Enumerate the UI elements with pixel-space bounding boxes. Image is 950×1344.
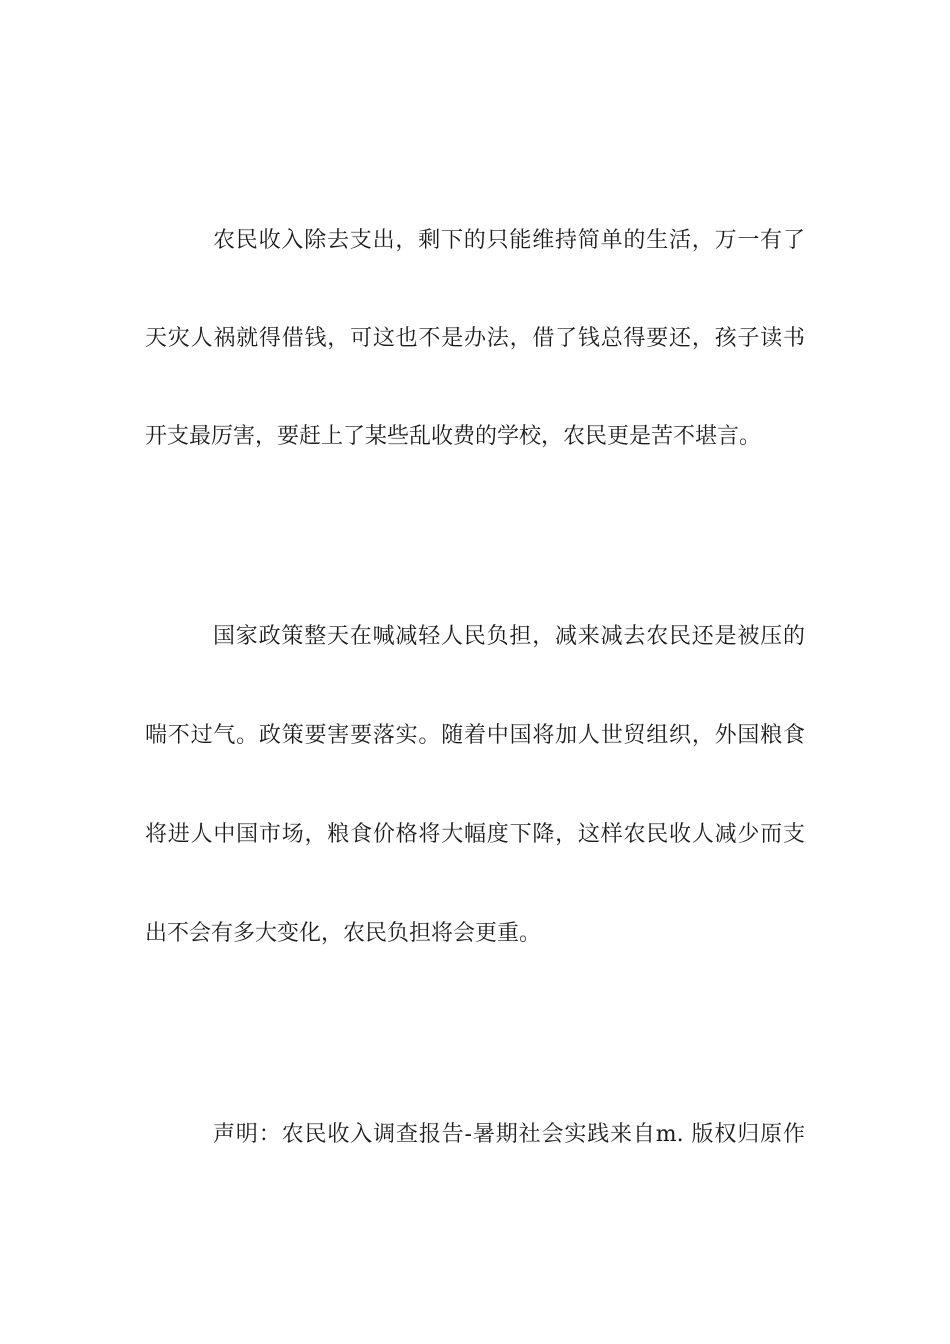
paragraph-1-line-1: 农民收入除去支出，剩下的只能维持简单的生活，万一有了 [213, 228, 805, 253]
paragraph-1-line-3: 开支最厉害，要赶上了某些乱收费的学校，农民更是苦不堪言。 [145, 424, 762, 449]
paragraph-2-line-3: 将进人中国市场，粮食价格将大幅度下降，这样农民收人减少而支 [145, 822, 805, 847]
statement-line: 声明：农民收入调查报告-暑期社会实践来自m. 版权归原作 [213, 1122, 805, 1147]
paragraph-2-line-2: 喘不过气。政策要害要落实。随着中国将加人世贸组织，外国粮食 [145, 723, 805, 748]
paragraph-2-line-1: 国家政策整天在喊减轻人民负担，减来减去农民还是被压的 [213, 624, 805, 649]
paragraph-1-line-2: 天灾人祸就得借钱，可这也不是办法，借了钱总得要还，孩子读书 [145, 326, 805, 351]
paragraph-2-line-4: 出不会有多大变化，农民负担将会更重。 [145, 921, 542, 946]
